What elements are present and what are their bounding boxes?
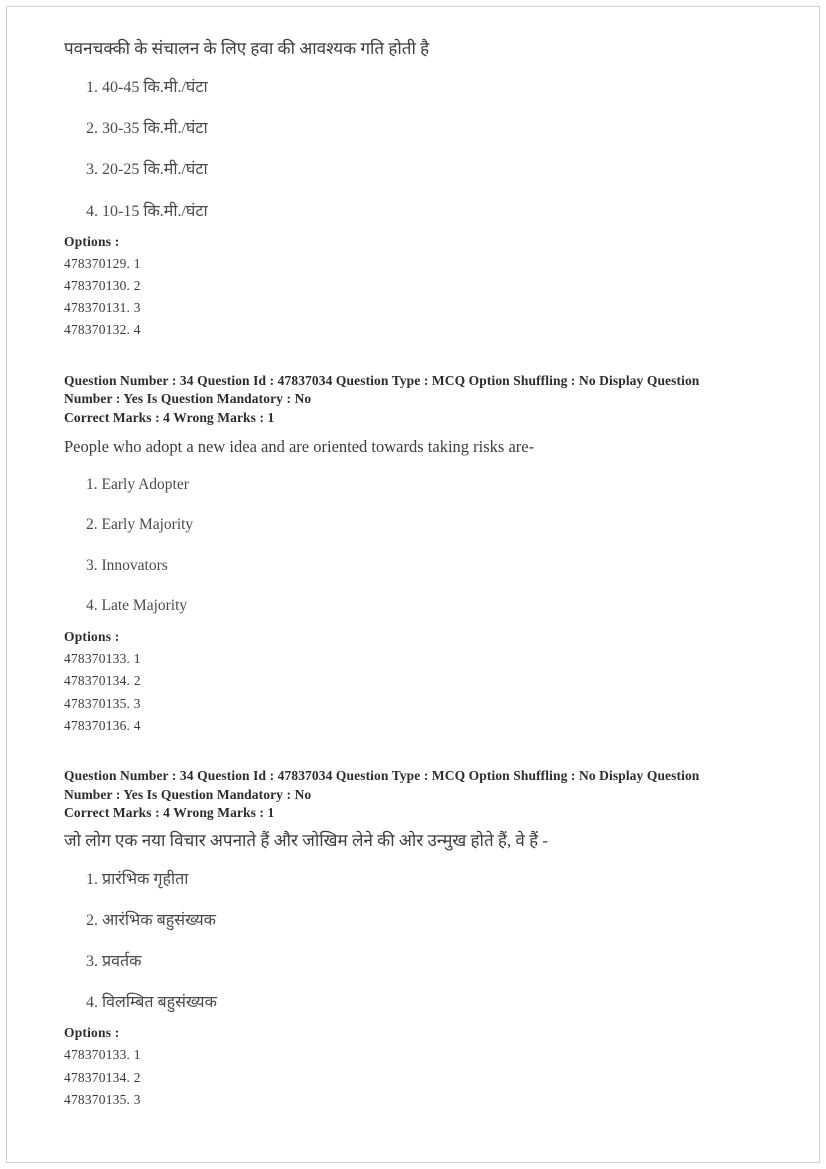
option-code: 478370134. 2 (64, 1069, 141, 1085)
option-item[interactable]: 1. 40-45 कि.मी./घंटा (86, 78, 208, 96)
question-meta-line-2: Number : Yes Is Question Mandatory : No (64, 391, 312, 407)
option-code: 478370133. 1 (64, 1047, 141, 1063)
option-item[interactable]: 1. Early Adopter (86, 475, 189, 493)
option-item[interactable]: 2. आरंभिक बहुसंख्यक (86, 911, 216, 929)
option-item[interactable]: 4. Late Majority (86, 597, 188, 615)
option-code: 478370129. 1 (64, 255, 141, 271)
options-label: Options : (64, 233, 120, 249)
question-meta-line-1: Question Number : 34 Question Id : 47837034 Question Type : MCQ Option Shuffling : No Display Question (64, 768, 700, 784)
question-meta-line-1: Question Number : 34 Question Id : 47837034 Question Type : MCQ Option Shuffling : No Display Question (64, 372, 700, 388)
option-list (64, 67, 764, 232)
question-stem: जो लोग एक नया विचार अपनाते हैं और जोखिम लेने की ओर उन्मुख होते हैं, वे हैं - (64, 830, 549, 850)
option-item[interactable]: 2. Early Majority (86, 516, 194, 534)
option-list (64, 859, 764, 1024)
option-code: 478370136. 4 (64, 717, 141, 733)
option-code: 478370135. 3 (64, 695, 141, 711)
option-code-list (64, 1044, 764, 1111)
option-item[interactable]: 1. प्रारंभिक गृहीता (86, 870, 189, 888)
question-stem: पवनचक्की के संचालन के लिए हवा की आवश्यक गति होती है (64, 39, 430, 58)
option-code-list (64, 648, 764, 737)
options-label: Options : (64, 629, 120, 645)
block-spacer (64, 342, 764, 372)
stem-spacer (64, 426, 764, 436)
option-code: 478370133. 1 (64, 651, 141, 667)
option-code: 478370131. 3 (64, 300, 141, 316)
option-item[interactable]: 3. प्रवर्तक (86, 953, 142, 971)
stem-spacer (64, 822, 764, 830)
question-marks-line: Correct Marks : 4 Wrong Marks : 1 (64, 805, 275, 821)
question-meta-line-2: Number : Yes Is Question Mandatory : No (64, 786, 312, 802)
option-item[interactable]: 4. विलम्बित बहुसंख्यक (86, 994, 217, 1012)
options-label: Options : (64, 1025, 120, 1041)
option-item[interactable]: 3. Innovators (86, 556, 168, 574)
question-block (64, 372, 764, 737)
option-code: 478370130. 2 (64, 277, 141, 293)
question-block (64, 38, 764, 342)
block-spacer (64, 737, 764, 767)
question-marks-line: Correct Marks : 4 Wrong Marks : 1 (64, 409, 275, 425)
page-content (64, 38, 764, 1111)
option-list (64, 465, 764, 627)
question-block (64, 767, 764, 1111)
option-code: 478370134. 2 (64, 673, 141, 689)
option-item[interactable]: 2. 30-35 कि.मी./घंटा (86, 120, 208, 138)
option-code: 478370132. 4 (64, 322, 141, 338)
option-code-list (64, 253, 764, 342)
question-stem: People who adopt a new idea and are oriented towards taking risks are- (64, 437, 535, 457)
option-item[interactable]: 4. 10-15 कि.मी./घंटा (86, 202, 208, 220)
option-item[interactable]: 3. 20-25 कि.मी./घंटा (86, 161, 208, 179)
option-code: 478370135. 3 (64, 1091, 141, 1107)
